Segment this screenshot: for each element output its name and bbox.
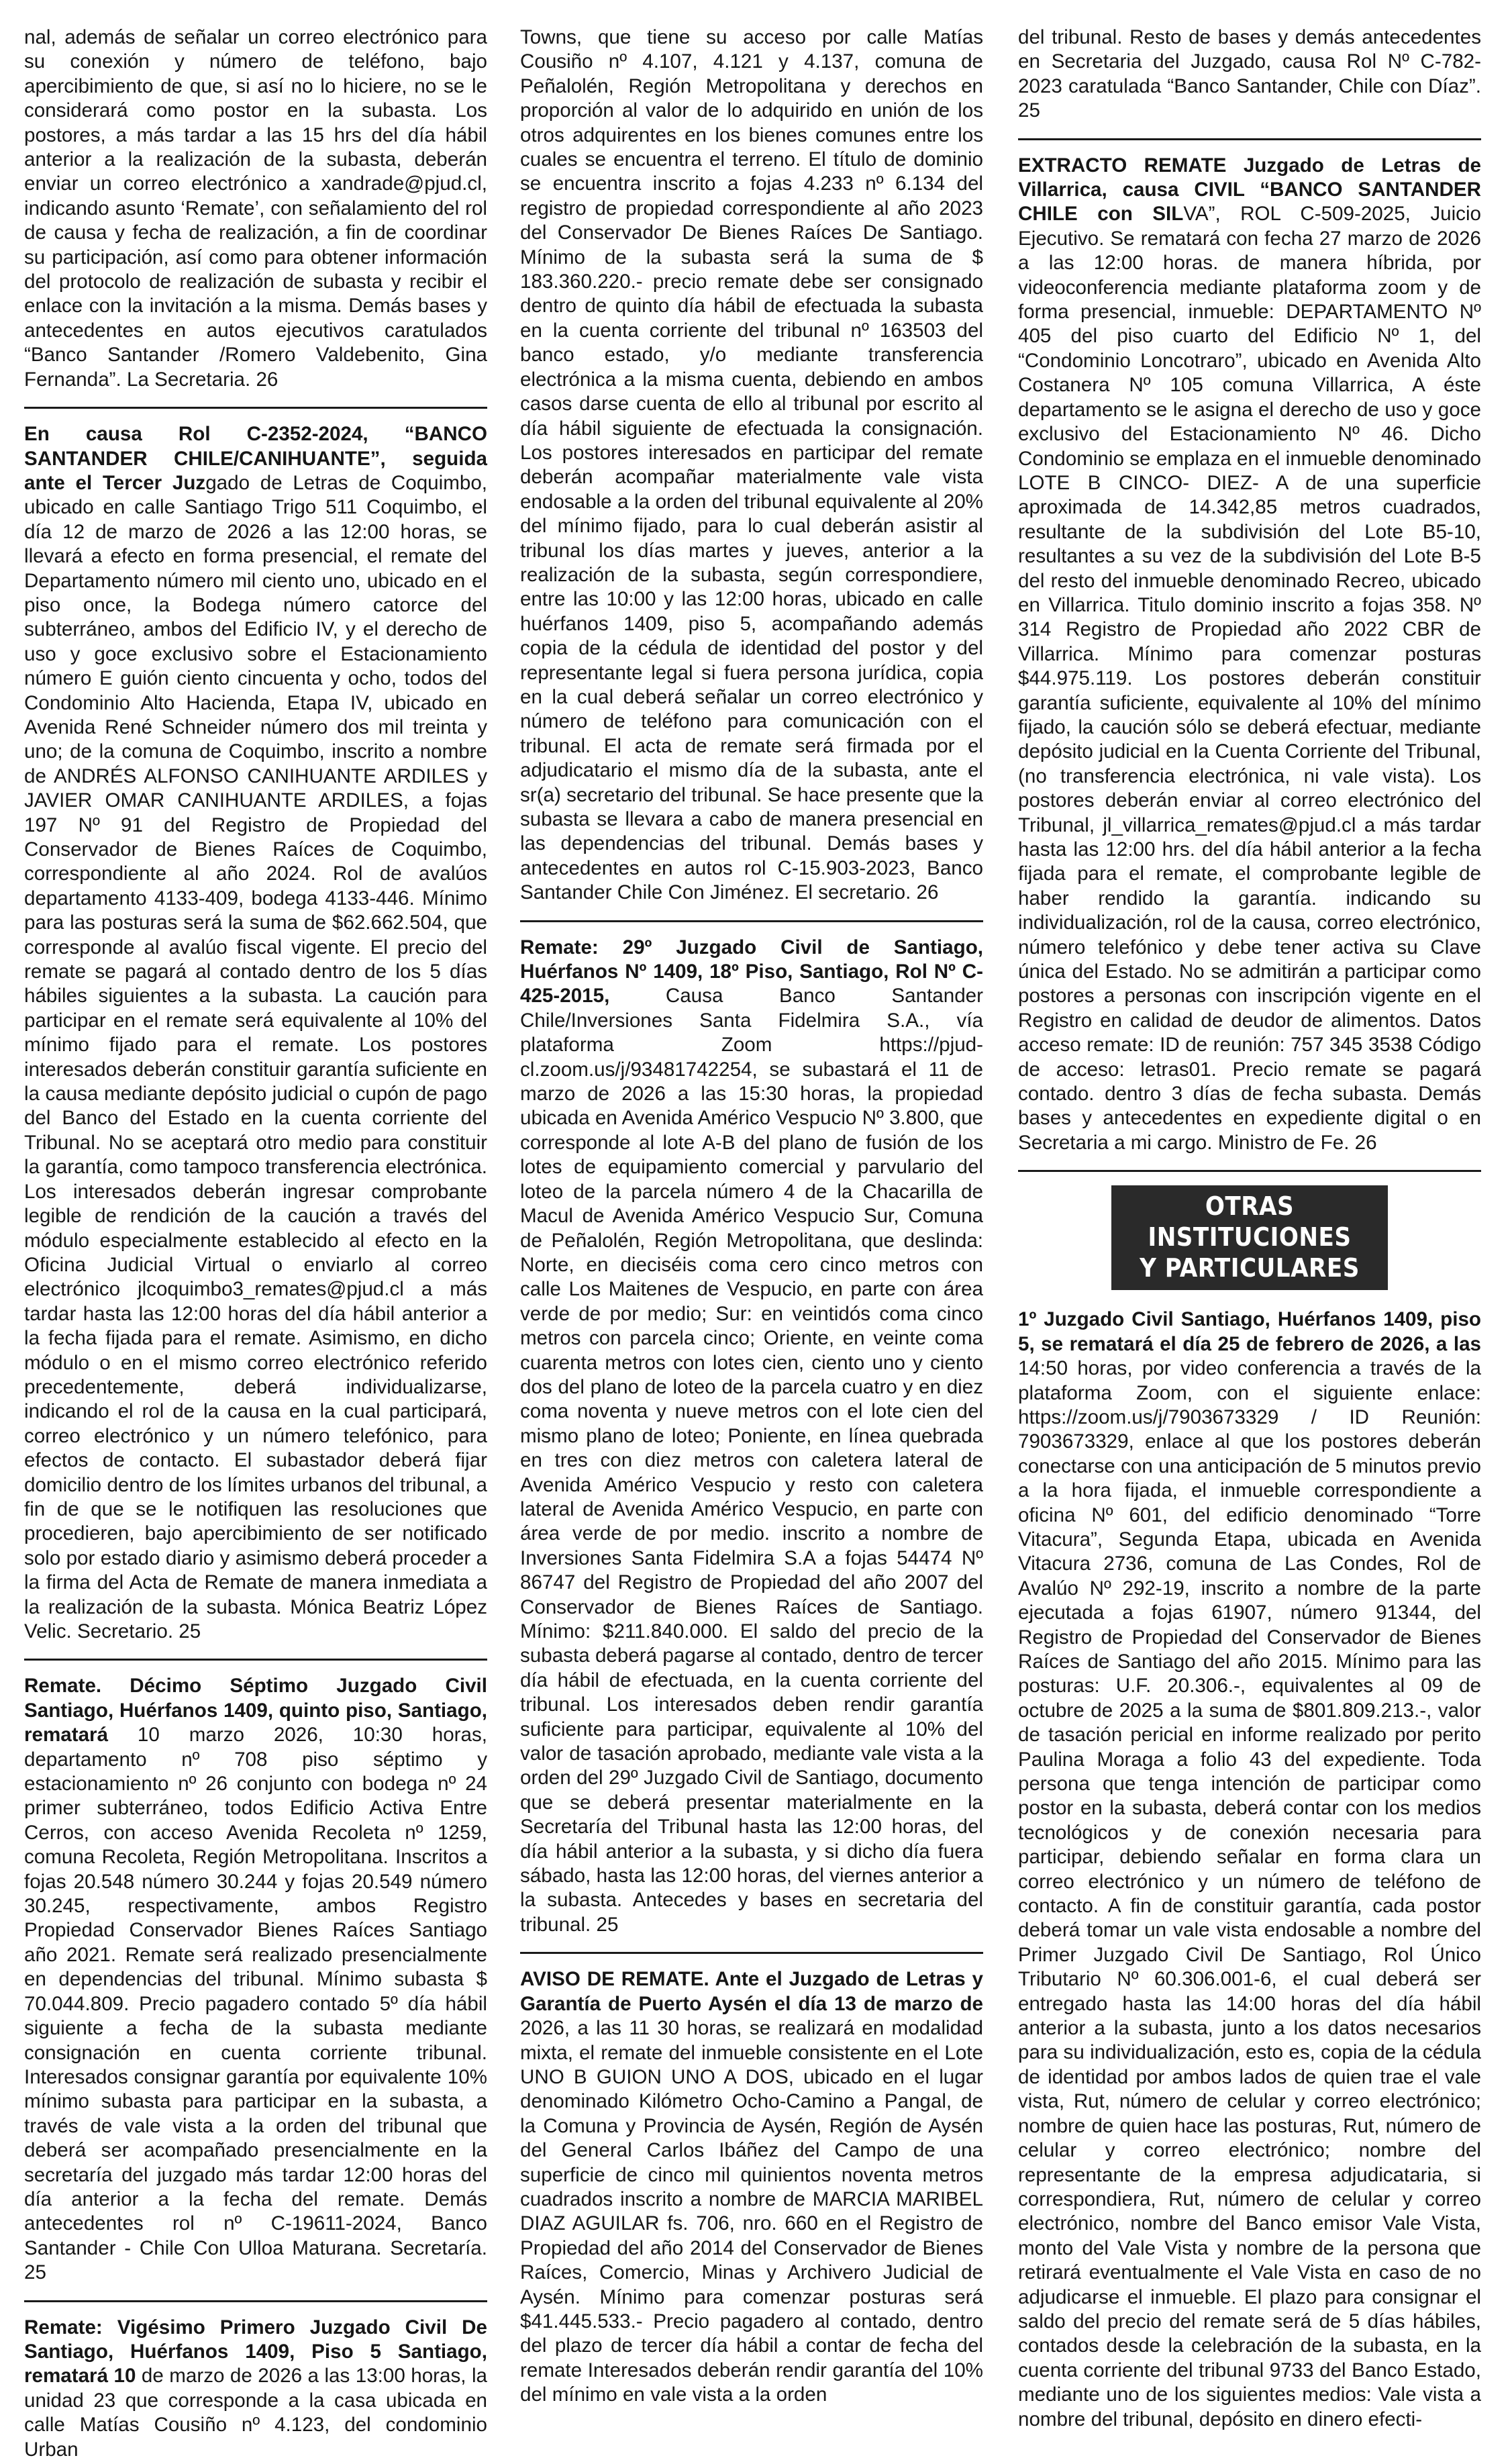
notice-continuation (24, 26, 487, 392)
notice-text (1018, 154, 1481, 1156)
notice-body: gado de Letras de Coquimbo, ubicado en calle Santiago Trigo 511 Coquimbo, el día 12 de marzo de 2026 a las 12:00 horas, se llevará a efecto en forma presencial, el remate del Departamento número mil ciento uno, ubicado en el piso once, la Bodega número catorce del subterráneo, ambos del Edificio IV, y el derecho de uso y goce exclusivo sobre el Estacionamiento número E guión ciento cincuenta y ocho, todos del Condominio Alto Hacienda, Etapa IV, ubicado en Avenida René Schneider número dos mil treinta y uno; de la comuna de Coquimbo, inscrito a nombre de ANDRÉS ALFONSO CANIHUANTE ARDILES y JAVIER OMAR CANIHUANTE ARDILES, a fojas 197 Nº 91 del Registro de Propiedad del Conservador de Bienes Raíces de Coquimbo, correspondiente al año 2024. Rol de avalúos departamento 4133-409, bodega 4133-446. Mínimo para las posturas será la suma de $62.662.504, que corresponde al avalúo fiscal vigente. El precio del remate se pagará al contado dentro de los 5 días hábiles siguientes a la subasta. La caución para participar en el remate será equivalente al 10% del mínimo fijado para el remate. Los postores interesados deberán constituir garantía suficiente en la causa mediante depósito judicial o cupón de pago del Banco del Estado en la cuenta corriente del Tribunal. No se aceptará otro medio para constituir la garantía, como tampoco transferencia electrónica. Los interesados deberán ingresar comprobante legible de rendición de la caución a través del módulo especialmente establecido al efecto en la Oficina Judicial Virtual o enviarlo al correo electrónico jlcoquimbo3_remates@pjud.cl a más tardar hasta las 12:00 horas del día hábil anterior a la fecha fijada para el remate. Asimismo, en dicho módulo o en el mismo correo electrónico referido precedentemente, deberá individualizarse, indicando el rol de la causa en la cual participará, correo electrónico y un número telefónico, para efectos de contacto. El subastador deberá fijar domicilio dentro de los límites urbanos del tribunal, a fin de que se le notifiquen las resoluciones que procedieren, bajo apercibimiento de ser notificado solo por estado diario y asimismo deberá proceder a la firma del Acta de Remate de manera inmediata a la realización de la subasta. Mónica Beatriz López Velic. Secretario. 25 (24, 471, 487, 1642)
notice-text (24, 2316, 487, 2462)
notice-puerto-aysen (520, 1967, 983, 2407)
column-1 (24, 26, 487, 2462)
notice-villarrica (1018, 154, 1481, 1156)
banner-line-2: Y PARTICULARES (1140, 1253, 1360, 1283)
notice-lead: AVISO DE REMATE. Ante el Juzgado de Letras y Garantía de Puerto Aysén el día 13 de marzo de (520, 1968, 983, 2015)
notice-body: del tribunal. Resto de bases y demás antecedentes en Secretaria del Juzgado, causa Rol Nº C-782-2023 caratulada “Banco Santander, Chile con Díaz”. 25 (1018, 26, 1481, 122)
notice-coquimbo (24, 422, 487, 1644)
divider (520, 920, 983, 922)
notice-text (24, 422, 487, 1644)
notice-body: Causa Banco Santander Chile/Inversiones Santa Fidelmira S.A., vía plataforma Zoom https://pjud-cl.zoom.us/j/93481742254, se subastará el 11 de marzo de 2026 a las 15:30 horas, la propiedad ubicada en Avenida Américo Vespucio Nº 3.800, que corresponde al lote A-B del plano de fusión de los lotes de equipamiento comercial y parvulario del loteo de la parcela número 4 de la Chacarilla de Macul de Avenida Américo Vespucio Sur, Comuna de Peñalolén, Región Metropolitana, que deslinda: Norte, en dieciséis coma cero cinco metros con calle Los Maitenes de Vespucio, en parte con área verde de por medio; Sur: en veintidós coma cinco metros con parcela cinco; Oriente, en veinte coma cuarenta metros con lotes cien, ciento uno y ciento dos del plano de loteo de la parcela cuatro y en diez coma noventa y nueve metros con el lote cien del mismo plano de loteo; Poniente, en línea quebrada en tres con diez metros con caletera lateral de Avenida Américo Vespucio y resto con caletera lateral de Avenida Américo Vespucio, en parte con área verde de por medio. inscrito a nombre de Inversiones Santa Fidelmira S.A a fojas 54474 Nº 86747 del Registro de Propiedad del año 2007 del Conservador de Bienes Raíces de Santiago. Mínimo: $211.840.000. El saldo del precio de la subasta deberá pagarse al contado, dentro de tercer día hábil de efectuada, en la cuenta corriente del tribunal. Los interesados deben rendir garantía suficiente para participar, equivalente al 10% del valor de tasación aprobado, mediante vale vista a la orden del 29º Juzgado Civil de Santiago, documento que se deberá presentar materialmente en la Secretaría del Tribunal hasta las 12:00 horas, del día hábil anterior a la subasta, y si dicho día fuera sábado, hasta las 12:00 horas, del viernes anterior a la subasta. Antecedes y bases en secretaria del tribunal. 25 (520, 985, 983, 1936)
notice-lead: Remate: 29º Juzgado Civil de Santiago, Huérfanos Nº 1409, 18º Piso, Santiago, Rol Nº C-425-2015, (520, 936, 983, 1007)
notice-body: nal, además de señalar un correo electrónico para su conexión y número de teléfono, bajo apercibimiento de que, si así no lo hiciere, no se le considerará como postor en la subasta. Los postores, a más tardar a las 15 hrs del día hábil anterior a la realización de la subasta, deberán enviar un correo electrónico a xandrade@pjud.cl, indicando asunto ‘Remate’, con señalamiento del rol de causa y fecha de realización, a fin de coordinar su participación, así como para obtener información del protocolo de realización de subasta y recibir el enlace con la invitación a la misma. Demás bases y antecedentes en autos ejecutivos caratulados “Banco Santander /Romero Valdebenito, Gina Fernanda”. La Secretaria. 26 (24, 26, 487, 391)
section-banner (1111, 1185, 1388, 1290)
notice-29-juzgado (520, 936, 983, 1938)
notice-lead: Remate: Vigésimo Primero Juzgado Civil De Santiago, Huérfanos 1409, Piso 5 Santiago, rematará 10 (24, 2316, 487, 2387)
notice-21-juzgado (24, 2316, 487, 2462)
notice-lead: En causa Rol C-2352-2024, “BANCO SANTANDER CHILE/CANIHUANTE”, seguida ante el Tercer Juz (24, 423, 487, 494)
banner-line-1: OTRAS INSTITUCIONES (1148, 1191, 1352, 1252)
notice-text (1018, 1308, 1481, 2432)
notice-text (24, 26, 487, 392)
notice-lead: Remate. Décimo Séptimo Juzgado Civil Santiago, Huérfanos 1409, quinto piso, Santiago, rematará (24, 1675, 487, 1746)
notice-text (1018, 26, 1481, 124)
notice-continuation (520, 26, 983, 905)
notice-body: 2026, a las 11 30 horas, se realizará en modalidad mixta, el remate del inmueble consistente en el Lote UNO B GUION UNO A DOS, ubicado en el lugar denominado Kilómetro Ocho-Camino a Pangal, de la Comuna y Provincia de Aysén, Región de Aysén del General Carlos Ibáñez del Campo de una superficie de cinco mil quinientos noventa metros cuadrados inscrito a nombre de MARCIA MARIBEL DIAZ AGUILAR fs. 706, nro. 660 en el Registro de Propiedad del año 2014 del Conservador de Bienes Raíces, Comercio, Minas y Archivero Judicial de Aysén. Mínimo para comenzar posturas será $41.445.533.- Precio pagadero al contado, dentro del plazo de tercer día hábil a contar de fecha del remate Interesados deberán rendir garantía del 10% del mínimo en vale vista a la orden (520, 2017, 983, 2406)
notice-body: 10 marzo 2026, 10:30 horas, departamento nº 708 piso séptimo y estacionamiento nº 26 conjunto con bodega nº 24 primer subterráneo, todos Edificio Activa Entre Cerros, con acceso Avenida Recoleta nº 1259, comuna Recoleta, Región Metropolitana. Inscritos a fojas 20.548 número 30.244 y fojas 20.549 número 30.245, respectivamente, ambos Registro Propiedad Conservador Bienes Raíces Santiago año 2021. Remate será realizado presencialmente en dependencias del tribunal. Mínimo subasta $ 70.044.809. Precio pagadero contado 5º día hábil siguiente a fecha de la subasta mediante consignación en cuenta corriente tribunal. Interesados consignar garantía por equivalente 10% mínimo subasta para participar en la subasta, a través de vale vista a la orden del tribunal que deberá ser acompañado presencialmente en la secretaría del juzgado más tardar 12:00 horas del día anterior a la fecha del remate. Demás antecedentes rol nº C-19611-2024, Banco Santander - Chile Con Ulloa Maturana. Secretaría. 25 (24, 1724, 487, 2284)
notice-text (520, 1967, 983, 2407)
notice-text (520, 26, 983, 905)
notice-lead: 1º Juzgado Civil Santiago, Huérfanos 1409, piso 5, se rematará el día 25 de febrero de 2026, a las (1018, 1308, 1481, 1355)
divider (24, 1659, 487, 1661)
notice-lead: EXTRACTO REMATE Juzgado de Letras de Villarrica, causa CIVIL “BANCO SANTANDER CHILE con SIL (1018, 154, 1481, 226)
notice-body: de marzo de 2026 a las 13:00 horas, la unidad 23 que corresponde a la casa ubicada en calle Matías Cousiño nº 4.123, del condominio Urban (24, 2365, 487, 2461)
notice-body: Towns, que tiene su acceso por calle Matías Cousiño nº 4.107, 4.121 y 4.137, comuna de Peñalolén, Región Metropolitana y derechos en proporción al valor de lo adquirido en unión de los otros adquirentes en los bienes comunes entre los cuales se encuentra el terreno. El título de dominio se encuentra inscrito a fojas 4.233 nº 6.134 del registro de propiedad correspondiente al año 2023 del Conservador De Bienes Raíces De Santiago. Mínimo de la subasta será la suma de $ 183.360.220.- precio remate debe ser consignado dentro de quinto día hábil de efectuada la subasta en la cuenta corriente del tribunal nº 163503 del banco estado, y/o mediante transferencia electrónica a la misma cuenta, debiendo en ambos casos darse cuenta de ello al tribunal por escrito al día hábil siguiente de efectuada la consignación. Los postores interesados en participar del remate deberán acompañar materialmente vale vista endosable a la orden del tribunal equivalente al 20% del mínimo fijado, para lo cual deberán asistir al tribunal los días martes y jueves, anterior a la realización de la subasta, según correspondiere, entre las 10:00 y las 12:00 horas, ubicado en calle huérfanos 1409, piso 5, acompañando además copia de la cédula de identidad del postor y del representante legal si fuera persona jurídica, copia en la cual deberá señalar un correo electrónico y número de teléfono para comunicación con el tribunal. El acta de remate será firmada por el adjudicatario el mismo día de la subasta, ante el sr(a) secretario del tribunal. Se hace presente que la subasta se llevara a cabo de manera presencial en las dependencias del tribunal. Demás bases y antecedentes en autos rol C-15.903-2023, Banco Santander Chile Con Jiménez. El secretario. 26 (520, 26, 983, 904)
divider (24, 407, 487, 409)
divider (24, 2300, 487, 2302)
notice-body: VA”, ROL C-509-2025, Juicio Ejecutivo. Se rematará con fecha 27 marzo de 2026 a las 12:00 horas. de manera híbrida, por videoconferencia mediante plataforma zoom y de forma presencial, inmueble: DEPARTAMENTO Nº 405 del piso cuarto del Edificio Nº 1, del “Condominio Loncotraro”, ubicado en Avenida Alto Costanera Nº 105 comuna Villarrica, A éste departamento se le asigna el derecho de uso y goce exclusivo del Estacionamiento Nº 46. Dicho Condominio se emplaza en el inmueble denominado LOTE B CINCO- DIEZ- A de una superficie aproximada de 14.342,85 metros cuadrados, resultante de la subdivisión del Lote B5-10, resultantes a su vez de la subdivisión del Lote B-5 del resto del inmueble denominado Recreo, ubicado en Villarrica. Titulo dominio inscrito a fojas 358. Nº 314 Registro de Propiedad año 2022 CBR de Villarrica. Mínimo para comenzar posturas $44.975.119. Los postores deberán constituir garantía suficiente, equivalente al 10% del mínimo fijado, la caución sólo se deberá efectuar, mediante depósito judicial en la Cuenta Corriente del Tribunal, (no transferencia electrónica, ni vale vista). Los postores deberán enviar al correo electrónico del Tribunal, jl_villarrica_remates@pjud.cl a más tardar hasta las 12:00 hrs. del día hábil anterior a la fecha fijada para el remate, el comprobante legible de haber rendido la garantía. indicando su individualización, rol de la causa, correo electrónico, número telefónico y debe tener activa su Clave única del Estado. No se admitirán a participar como postores a personas con inscripción vigente en el Registro en calidad de deudor de alimentos. Datos acceso remate: ID de reunión: 757 345 3538 Código de acceso: letras01. Precio remate se pagará contado. dentro 3 días de fecha subasta. Demás bases y antecedentes en expediente digital o en Secretaria a mi cargo. Ministro de Fe. 26 (1018, 203, 1481, 1154)
notice-body: 14:50 horas, por video conferencia a través de la plataforma Zoom, con el siguiente enlace: https://zoom.us/j/7903673329 / ID Reunión: 7903673329, enlace al que los postores deberán conectarse con una anticipación de 5 minutos previo a la hora fijada, el inmueble correspondiente a oficina Nº 601, del edificio denominado “Torre Vitacura”, Segunda Etapa, ubicada en Avenida Vitacura 2736, comuna de Las Condes, Rol de Avalúo Nº 292-19, inscrito a nombre de la parte ejecutada a fojas 61907, número 91344, del Registro de Propiedad del Conservador de Bienes Raíces de Santiago del año 2015. Mínimo para las posturas: U.F. 20.306.-, equivalentes al 09 de octubre de 2025 a la suma de $801.809.213.-, valor de tasación pericial en informe realizado por perito Paulina Moraga a folio 43 del expediente. Toda persona que tenga intención de participar como postor en la subasta, deberá contar con los medios tecnológicos y de conexión necesaria para participar, debiendo señalar en forma clara un correo electrónico y un número de teléfono de contacto. A fin de constituir garantía, cada postor deberá tomar un vale vista endosable a nombre del Primer Juzgado Civil De Santiago, Rol Único Tributario Nº 60.306.001-6, el cual deberá ser entregado hasta las 14:00 horas del día hábil anterior a la subasta, junto a los datos necesarios para su individualización, esto es, copia de la cédula de identidad por ambos lados de quien trae el vale vista, Rut, número de celular y correo electrónico; nombre de quien hace las posturas, Rut, número de celular y correo electrónico; nombre del representante de la empresa adjudicataria, si correspondiera, Rut, número de celular y correo electrónico, nombre del Banco emisor Vale Vista, monto del Vale Vista y nombre de la persona que retirará eventualmente el Vale Vista en caso de no adjudicarse el inmueble. El plazo para consignar el saldo del precio del remate será de 5 días hábiles, contados desde la celebración de la subasta, en la cuenta corriente del tribunal 9733 del Banco Estado, mediante uno de los siguientes medios: Vale vista a nombre del tribunal, depósito en dinero efecti- (1018, 1357, 1481, 2430)
column-2 (520, 26, 983, 2408)
notice-17-juzgado (24, 1674, 487, 2285)
divider (1018, 138, 1481, 140)
divider (520, 1952, 983, 1954)
divider (1018, 1170, 1481, 1172)
notice-text (520, 936, 983, 1938)
column-3 (1018, 26, 1481, 2432)
notice-1-juzgado (1018, 1308, 1481, 2432)
notice-continuation (1018, 26, 1481, 124)
notice-text (24, 1674, 487, 2285)
